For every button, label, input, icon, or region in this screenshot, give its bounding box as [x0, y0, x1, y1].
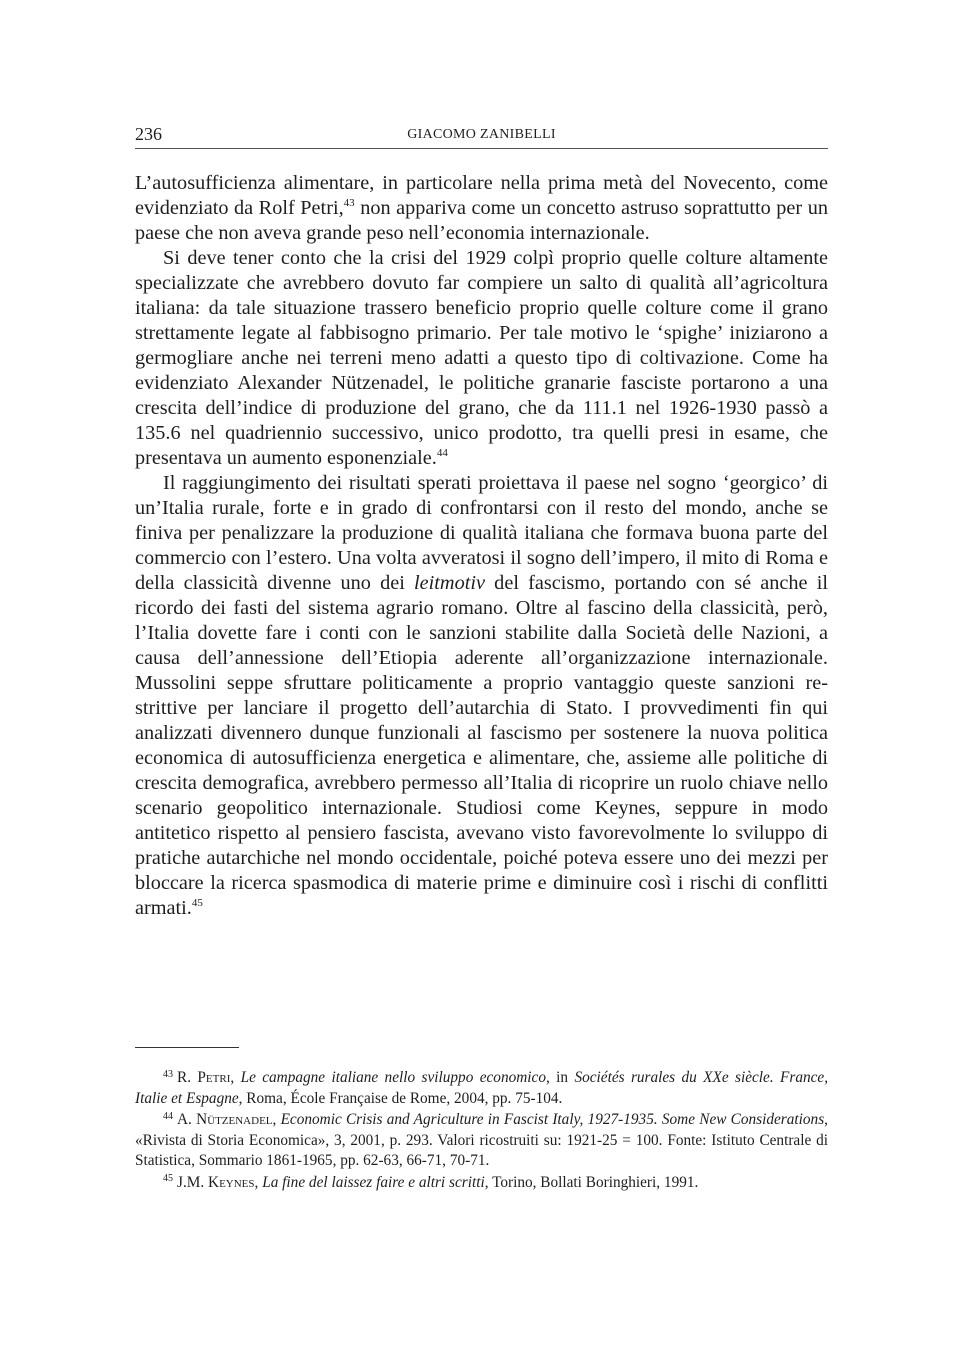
paragraph-2: Si deve tener conto che la crisi del 1929 colpì proprio quelle colture altamente specializzate che avrebbero dovuto far compiere un salto di qualità all’agricoltura italiana: da tale situazione trassero beneficio proprio quelle colture come il grano strettamente legate al fabbisogno primario. Per tale motivo le ‘spighe’ iniziarono a germogliare anche nei terreni meno adatti a questo tipo di coltivazione. Come ha evidenziato Alexander Nützenadel, le politiche granarie fasciste portarono a una crescita dell’indice di produzione del grano, che da 111.1 nel 1926-1930 passò a 135.6 nel quadriennio successivo, unico prodotto, tra quelli presi in esame, che presentava un aumento esponenziale.$^{44}$ — [135, 247, 828, 469]
author-name: Petri — [197, 1069, 231, 1086]
header-rule — [135, 148, 828, 149]
author-name: Nützenadel — [196, 1111, 273, 1128]
footnote-45: $^{45}$ J.M. Keynes, La fine del laissez faire e altri scritti, Torino, Bollati Boringhieri, 1991. — [163, 1173, 699, 1191]
footnotes — [135, 1068, 828, 1194]
footnote-reference[interactable]: 44 — [436, 446, 448, 459]
italic-text: Economic Crisis and Agriculture in Fascist Italy, 1927-1935. Some New Considerations — [280, 1111, 825, 1128]
footnote-reference[interactable]: 45 — [191, 896, 203, 909]
footnote-number: 44 — [163, 1110, 173, 1122]
italic-text: Le campagne italiane nello sviluppo economico — [240, 1069, 546, 1086]
running-head — [135, 124, 828, 146]
paragraph-1: L’autosufficienza alimentare, in particolare nella prima metà del Novecento, come evidenziato da Rolf Petri,$^{43}$ non appariva come un concetto astruso soprattutto per un paese che non aveva grande peso nell’economia internazionale. — [135, 172, 828, 244]
page-number: 236 — [135, 124, 162, 144]
footnote-reference[interactable]: 43 — [343, 196, 355, 209]
footnote-43: $^{43}$ R. Petri, Le campagne italiane nello sviluppo economico, in Sociétés rurales du XXe siècle. France, Italie et Espagne, Roma, École Française de Rome, 2004, pp. 75-104. — [135, 1068, 829, 1107]
footnote-separator — [135, 1047, 239, 1048]
running-title-author: GIACOMO ZANIBELLI — [407, 127, 556, 142]
italic-text: Sociétés rurales du XXe siècle. France, Italie et Espagne — [135, 1069, 829, 1107]
footnote-number: 45 — [163, 1173, 173, 1184]
paragraph-3: Il raggiungimento dei risultati sperati proiettava il paese nel sogno ‘georgico’ di un’Italia rurale, forte e in grado di confrontarsi con il resto del mondo, anche se finiva per penalizzare la produzione di qualità italiana che formava buona parte del commercio con l’estero. Una volta avveratosi il sogno dell’impero, il mito di Roma e della classicità divenne uno dei leitmotiv del fascismo, portando con sé anche il ricordo dei fasti del sistema agrario romano. Oltre al fascino della classicità, però, l’Italia dovette fare i conti con le sanzioni stabilite dalla Società delle Nazioni, a causa dell’annessione dell’Etiopia aderente all’organizzazione internazionale. Mussolini seppe sfruttare politicamente a proprio vantaggio queste sanzioni restrittive per lanciare il progetto dell’autarchia di Stato. I provvedimenti fin qui analizzati divennero dunque funzionali al fascismo per sostenere la nuova politica economica di autosufficienza energetica e alimentare, che, assieme alle politiche di crescita demografica, avrebbero permesso all’Italia di ricoprire un ruolo chiave nello scenario geopolitico internazionale. Studiosi come Keynes, seppure in modo antitetico rispetto al pensiero fascista, avevano visto favorevolmente lo sviluppo di pratiche autarchiche nel mondo occidentale, poiché poteva essere uno dei mezzi per bloccare la ricerca spasmodica di materie prime e diminuire così i rischi di conflitti armati.$^{45}$ — [135, 472, 828, 919]
footnote-44: $^{44}$ A. Nützenadel, Economic Crisis and Agriculture in Fascist Italy, 1927-1935. Some New Considerations, «Rivista di Storia Economica», 3, 2001, p. 293. Valori ricostruiti su: 1921-25 = 100. Fonte: Istituto Centrale di Statistica, Sommario 1861-1965, pp. 62-63, 66-71, 70-71. — [135, 1110, 828, 1169]
footnote-number: 43 — [163, 1068, 173, 1080]
italic-text: La fine del laissez faire e altri scritti — [262, 1173, 485, 1191]
italic-text: leitmotiv — [414, 572, 485, 594]
body-text — [135, 171, 828, 921]
author-name: Keynes — [208, 1173, 255, 1191]
